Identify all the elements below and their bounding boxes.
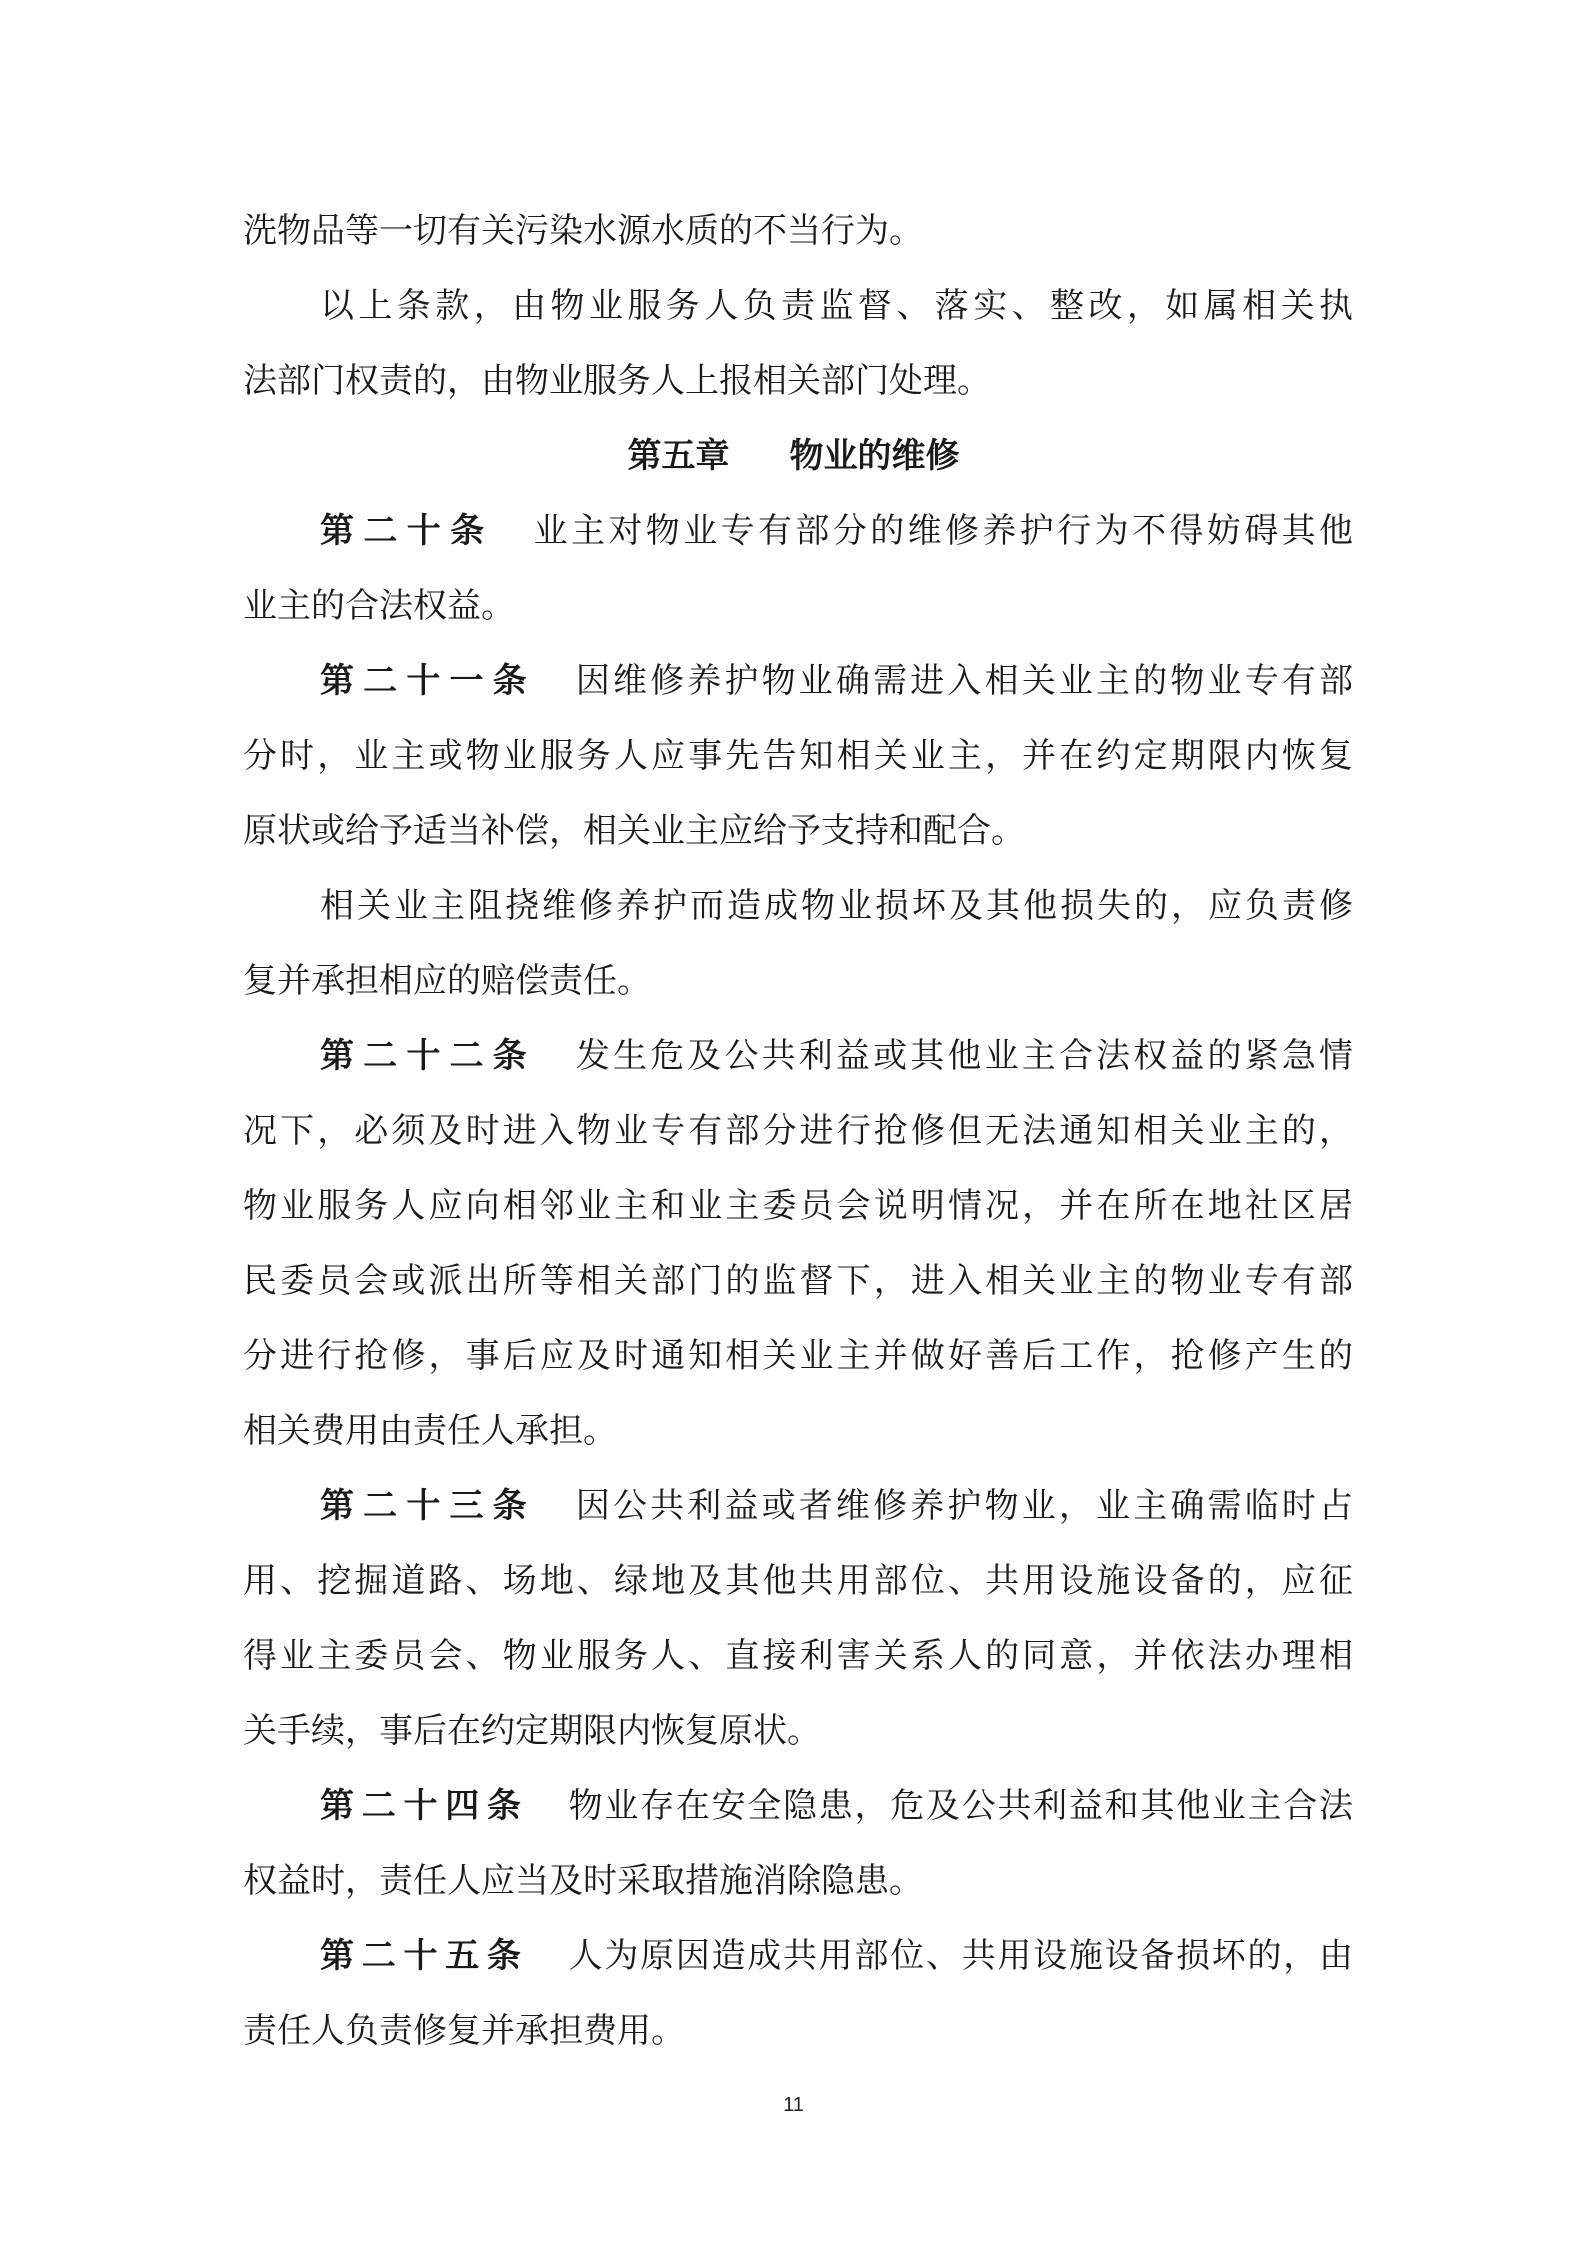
article-22-line-6: 相关费用由责任人承担。 [243, 1411, 617, 1451]
article-22-line-1 [320, 1036, 1353, 1076]
article-23-number: 第二十三条 [320, 1486, 536, 1526]
article-21-number: 第二十一条 [320, 661, 536, 701]
enforcement-paragraph-line-1: 以上条款，由物业服务人负责监督、落实、整改，如属相关执 [320, 286, 1353, 326]
chapter-title: 物业的维修 [789, 436, 960, 476]
article-22-number: 第二十二条 [320, 1036, 536, 1076]
article-21-text-1: 因维修养护物业确需进入相关业主的物业专有部 [575, 661, 1354, 701]
article-23-line-4: 关手续，事后在约定期限内恢复原状。 [243, 1711, 821, 1751]
article-21-paragraph-2-line-1: 相关业主阻挠维修养护而造成物业损坏及其他损失的，应负责修 [320, 886, 1353, 926]
article-24-line-2: 权益时，责任人应当及时采取措施消除隐患。 [243, 1861, 923, 1901]
article-25-number: 第二十五条 [320, 1936, 529, 1976]
article-20-number: 第二十条 [320, 511, 494, 551]
article-23-line-3: 得业主委员会、物业服务人、直接利害关系人的同意，并依法办理相 [243, 1636, 1353, 1676]
article-21-paragraph-2-line-2: 复并承担相应的赔偿责任。 [243, 961, 651, 1001]
article-23-line-1 [320, 1486, 1353, 1526]
article-24-text-1: 物业存在安全隐患，危及公共利益和其他业主合法 [568, 1786, 1354, 1826]
page-number: 11 [783, 2094, 804, 2116]
article-24-number: 第二十四条 [320, 1786, 529, 1826]
article-22-line-5: 分进行抢修，事后应及时通知相关业主并做好善后工作，抢修产生的 [243, 1336, 1353, 1376]
article-25-line-1 [320, 1936, 1353, 1976]
article-22-line-3: 物业服务人应向相邻业主和业主委员会说明情况，并在所在地社区居 [243, 1186, 1353, 1226]
article-22-line-4: 民委员会或派出所等相关部门的监督下，进入相关业主的物业专有部 [243, 1261, 1353, 1301]
article-25-text-1: 人为原因造成共用部位、共用设施设备损坏的，由 [568, 1936, 1354, 1976]
article-21-line-2: 分时，业主或物业服务人应事先告知相关业主，并在约定期限内恢复 [243, 736, 1353, 776]
article-20-text-1: 业主对物业专有部分的维修养护行为不得妨碍其他 [533, 511, 1354, 551]
article-24-line-1 [320, 1786, 1353, 1826]
article-20-line-2: 业主的合法权益。 [243, 586, 515, 626]
intro-line: 洗物品等一切有关污染水源水质的不当行为。 [243, 211, 923, 251]
chapter-number: 第五章 [627, 436, 730, 476]
article-22-text-1: 发生危及公共利益或其他业主合法权益的紧急情 [575, 1036, 1354, 1076]
article-23-text-1: 因公共利益或者维修养护物业，业主确需临时占 [575, 1486, 1354, 1526]
chapter-heading [0, 436, 1587, 476]
article-20-line-1 [320, 511, 1353, 551]
article-21-line-3: 原状或给予适当补偿，相关业主应给予支持和配合。 [243, 811, 1025, 851]
article-22-line-2: 况下，必须及时进入物业专有部分进行抢修但无法通知相关业主的， [243, 1111, 1353, 1151]
article-21-line-1 [320, 661, 1353, 701]
article-23-line-2: 用、挖掘道路、场地、绿地及其他共用部位、共用设施设备的，应征 [243, 1561, 1353, 1601]
article-25-line-2: 责任人负责修复并承担费用。 [243, 2011, 685, 2051]
enforcement-paragraph-line-2: 法部门权责的，由物业服务人上报相关部门处理。 [243, 361, 991, 401]
